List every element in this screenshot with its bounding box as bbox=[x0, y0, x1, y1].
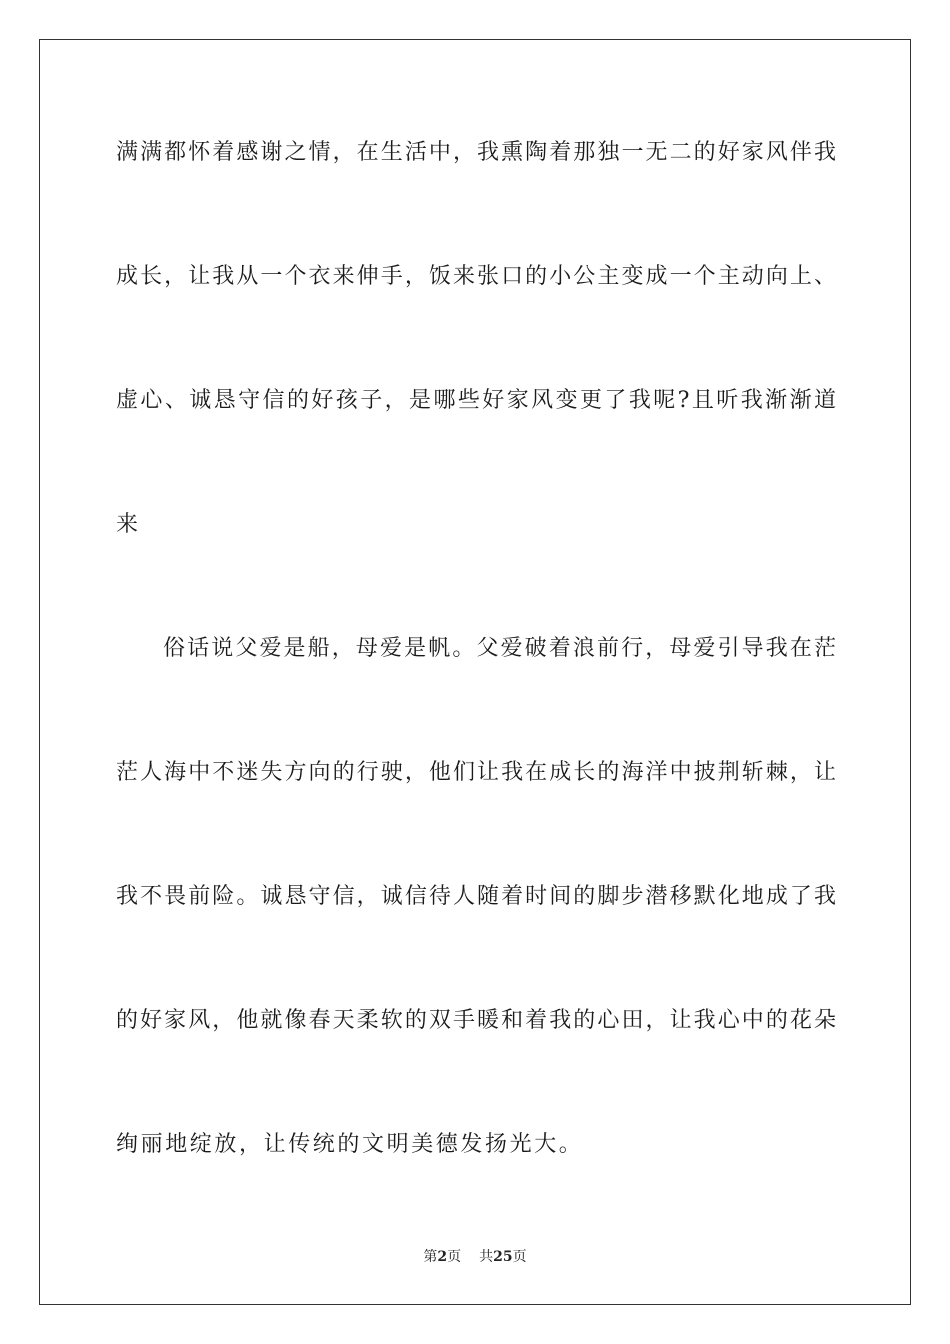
text-line: 成长，让我从一个衣来伸手，饭来张口的小公主变成一个主动向上、 bbox=[116, 264, 836, 289]
page-footer bbox=[0, 1248, 950, 1266]
text-line: 茫人海中不迷失方向的行驶，他们让我在成长的海洋中披荆斩棘，让 bbox=[116, 760, 836, 785]
text-line: 的好家风，他就像春天柔软的双手暖和着我的心田，让我心中的花朵 bbox=[116, 1008, 836, 1033]
text-line: 俗话说父爱是船，母爱是帆。父爱破着浪前行，母爱引导我在茫 bbox=[163, 636, 836, 661]
text-line: 绚丽地绽放，让传统的文明美德发扬光大。 bbox=[116, 1132, 584, 1157]
text-line: 我不畏前险。诚恳守信，诚信待人随着时间的脚步潜移默化地成了我 bbox=[116, 884, 836, 909]
text-line: 虚心、诚恳守信的好孩子，是哪些好家风变更了我呢?且听我渐渐道 bbox=[116, 388, 836, 413]
page-label-suffix: 页 bbox=[447, 1249, 462, 1265]
text-line: 来 bbox=[116, 512, 141, 537]
page-label-prefix: 第 bbox=[423, 1249, 438, 1265]
current-page-number: 2 bbox=[437, 1249, 448, 1265]
total-label-prefix: 共 bbox=[479, 1249, 494, 1265]
page-border bbox=[39, 39, 911, 1305]
total-label-suffix: 页 bbox=[512, 1249, 527, 1265]
total-page-count: 25 bbox=[493, 1249, 513, 1265]
text-line: 满满都怀着感谢之情，在生活中，我熏陶着那独一无二的好家风伴我 bbox=[116, 140, 836, 165]
